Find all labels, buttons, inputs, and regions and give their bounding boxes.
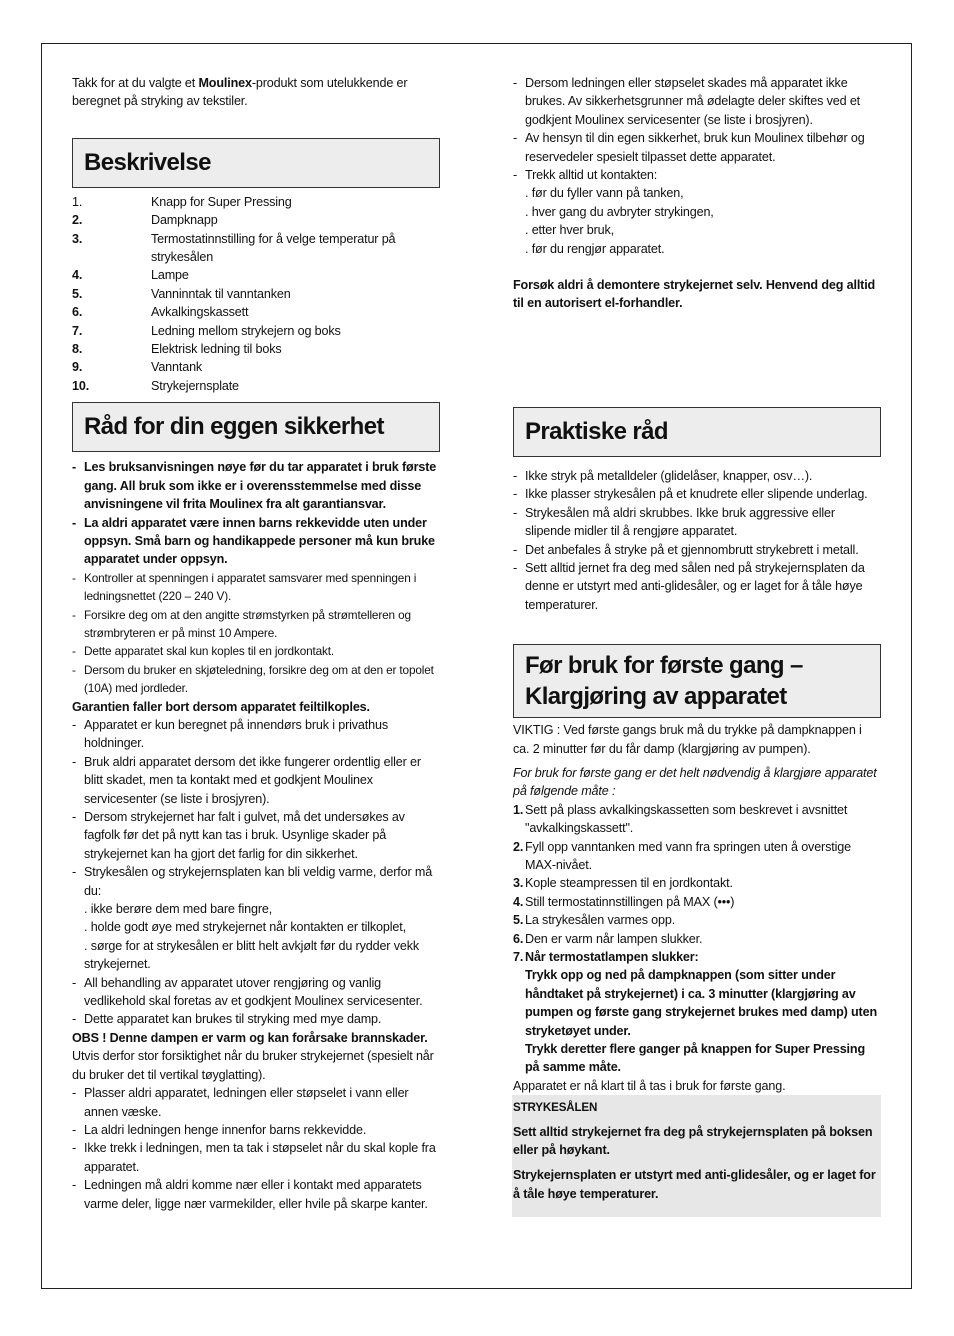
- list-item: - All behandling av apparatet utover rengjøring og vanlig vedlikehold skal foretas av et godkjent Moulinex servicesenter.: [72, 974, 440, 1011]
- list-item: 9. Vanntank: [72, 360, 203, 375]
- right-column: [513, 74, 881, 1217]
- list-item: - Dersom ledningen eller støpselet skades må apparatet ikke brukes. Av sikkerhetsgrunner må ødelagte deler skiftes ved et godkjent Moulinex servicesenter (se liste i brosjyren).: [513, 74, 881, 129]
- step7-text-a: Trykk opp og ned på dampknappen (som sitter under håndtaket på strykejernet) i ca. 3 minutter (klargjøring av pumpen og første gang strykejernet brukes med damp) uten stryketøyet under.: [525, 968, 877, 1038]
- right-top-list: [513, 74, 881, 184]
- sub-item: . før du fyller vann på tanken,: [525, 186, 684, 201]
- safety-list-a: [72, 716, 440, 900]
- step-item: 4. Still termostatinnstillingen på MAX (•••): [513, 894, 735, 909]
- list-item: - Plasser aldri apparatet, ledningen eller støpselet i vann eller annen væske.: [72, 1084, 440, 1121]
- step-item: 7. Når termostatlampen slukker:: [513, 950, 699, 964]
- list-item: - Det anbefales å stryke på et gjennombrutt strykebrett i metall.: [513, 541, 881, 559]
- instruction-intro: For bruk for første gang er det helt nødvendig å klargjøre apparatet på følgende måte :: [513, 765, 877, 799]
- list-item: - La aldri apparatet være innen barns rekkevidde uten under oppsyn. Små barn og handikappede personer må kun bruke apparatet under oppsyn.: [72, 514, 440, 569]
- note-text-2: Strykejernsplaten er utstyrt med anti-glidesåler, og er laget for å tåle høye temperaturer.: [513, 1168, 876, 1201]
- sub-item: . holde godt øye med strykejernet når kontakten er tilkoplet,: [84, 920, 406, 935]
- list-item: 8. Elektrisk ledning til boks: [72, 342, 282, 357]
- list-item: - Dette apparatet kan brukes til stryking med mye damp.: [72, 1010, 440, 1028]
- step7-details: [513, 966, 881, 1076]
- list-item: - Sett alltid jernet fra deg med sålen ned på strykejernsplaten da denne er utstyrt med anti-glidesåler, og er laget for å tåle høye temperaturer.: [513, 559, 881, 614]
- heading-first-use-line1: Før bruk for første gang –: [525, 652, 803, 680]
- list-item: - La aldri ledningen henge innenfor barns rekkevidde.: [72, 1121, 440, 1139]
- list-item: - Apparatet er kun beregnet på innendørs bruk i privathus holdninger.: [72, 716, 440, 753]
- list-item: 3. Termostatinnstilling for å velge temperatur på strykesålen: [72, 231, 396, 265]
- sub-item: . sørge for at strykesålen er blitt helt avkjølt før du rydder vekk strykejernet.: [84, 938, 419, 972]
- step-item: 5. La strykesålen varmes opp.: [513, 913, 676, 928]
- unplug-sublist: [513, 184, 881, 258]
- sub-item: . hver gang du avbryter strykingen,: [525, 204, 714, 219]
- step7-text-b: Trykk deretter flere ganger på knappen for Super Pressing på samme måte.: [525, 1042, 865, 1075]
- list-item: 5. Vanninntak til vanntanken: [72, 286, 291, 301]
- note-title: STRYKESÅLEN: [513, 1101, 598, 1115]
- list-item: - Strykesålen og strykejernsplaten kan bli veldig varme, derfor må du:: [72, 863, 440, 900]
- heading-first-use-line2: Klargjøring av apparatet: [525, 683, 787, 711]
- note-box: [512, 1095, 881, 1217]
- step-item: 3. Kople steampressen til en jordkontakt.: [513, 876, 733, 891]
- first-use-steps: [513, 801, 881, 967]
- practical-list: [513, 467, 881, 614]
- list-item: 2. Dampknapp: [72, 213, 218, 228]
- safety-list-b: [72, 974, 440, 1029]
- disassemble-warning: Forsøk aldri å demontere strykejernet selv. Henvend deg alltid til en autorisert el-forhandler.: [513, 278, 876, 311]
- list-item: - Trekk alltid ut kontakten:: [513, 166, 881, 184]
- list-item: 10. Strykejernsplate: [72, 378, 239, 393]
- note-text-1: Sett alltid strykejernet fra deg på strykejernsplaten på boksen eller på høykant.: [513, 1124, 873, 1158]
- heading-description: Beskrivelse: [72, 138, 440, 188]
- sub-item: . ikke berøre dem med bare fingre,: [84, 902, 273, 917]
- list-item: 6. Avkalkingskassett: [72, 305, 249, 320]
- list-item: - Ikke plasser strykesålen på et knudrete eller slipende underlag.: [513, 485, 881, 503]
- list-item: - Ledningen må aldri komme nær eller i kontakt med apparatets varme deler, ligge nær varmekilder, eller hvile på skarpe kanter.: [72, 1176, 440, 1213]
- heading-first-use: [513, 644, 881, 718]
- sub-item: . før du rengjør apparatet.: [525, 241, 665, 256]
- list-item: - Kontroller at spenningen i apparatet samsvarer med spenningen i ledningsnettet (220 – 240 V).: [72, 569, 440, 606]
- heading-safety: Råd for din eggen sikkerhet: [72, 402, 440, 452]
- list-item: 4. Lampe: [72, 268, 189, 283]
- list-item: - Ikke trekk i ledningen, men ta tak i støpselet når du skal kople fra apparatet.: [72, 1139, 440, 1176]
- list-item: - Strykesålen må aldri skrubbes. Ikke bruk aggressive eller slipende midler til å rengjøre apparatet.: [513, 504, 881, 541]
- step-item: 2. Fyll opp vanntanken med vann fra springen uten å overstige MAX-nivået.: [513, 839, 851, 872]
- left-column: [72, 74, 440, 1213]
- list-item: - Dette apparatet skal kun koples til en jordkontakt.: [72, 642, 440, 660]
- list-item: 1. Knapp for Super Pressing: [72, 194, 292, 209]
- heading-practical: Praktiske råd: [513, 407, 881, 457]
- ready-text: Apparatet er nå klart til å tas i bruk for første gang.: [513, 1078, 786, 1093]
- list-item: 7. Ledning mellom strykejern og boks: [72, 323, 341, 338]
- caution-text: Utvis derfor stor forsiktighet når du bruker strykejernet (spesielt når du bruker det til vertikal tøyglatting).: [72, 1049, 434, 1082]
- list-item: - Ikke stryk på metalldeler (glidelåser, knapper, osv…).: [513, 467, 881, 485]
- safety-list-c: [72, 1084, 440, 1213]
- list-item: - Av hensyn til din egen sikkerhet, bruk kun Moulinex tilbehør og reservedeler spesielt tilpasset dette apparatet.: [513, 129, 881, 166]
- list-item: - Forsikre deg om at den angitte strømstyrken på strømtelleren og strømbryteren er på minst 10 Ampere.: [72, 606, 440, 643]
- obs-warning: OBS ! Denne dampen er varm og kan forårsake brannskader.: [72, 1030, 428, 1045]
- description-list: [72, 193, 440, 395]
- step-item: 1. Sett på plass avkalkingskassetten som beskrevet i avsnittet "avkalkingskassett".: [513, 802, 848, 836]
- important-text: VIKTIG : Ved første gangs bruk må du trykke på dampknappen i ca. 2 minutter før du får damp (klargjøring av pumpen).: [513, 723, 862, 756]
- warranty-text: Garantien faller bort dersom apparatet feiltilkoples.: [72, 699, 370, 714]
- list-item: - Les bruksanvisningen nøye før du tar apparatet i bruk første gang. All bruk som ikke er i overensstemmelse med disse anvisningene vil frita Moulinex fra alt garantiansvar.: [72, 458, 440, 513]
- safety-list-bold: [72, 458, 440, 697]
- list-item: - Dersom du bruker en skjøteledning, forsikre deg om at den er topolet (10A) med jordleder.: [72, 661, 440, 698]
- safety-sublist: [72, 900, 440, 974]
- list-item: - Bruk aldri apparatet dersom det ikke fungerer ordentlig eller er blitt skadet, men ta kontakt med et godkjent Moulinex servicesenter (se liste i brosjyren).: [72, 753, 440, 808]
- sub-item: . etter hver bruk,: [525, 223, 614, 238]
- intro-text: Takk for at du valgte et Moulinex-produkt som utelukkende er beregnet på stryking av tekstiler.: [72, 76, 408, 109]
- list-item: - Dersom strykejernet har falt i gulvet, må det undersøkes av fagfolk før det på nytt kan tas i bruk. Usynlige skader på strykejernet kan ha gjort det farlig for din sikkerhet.: [72, 808, 440, 863]
- step-item: 6. Den er varm når lampen slukker.: [513, 931, 703, 946]
